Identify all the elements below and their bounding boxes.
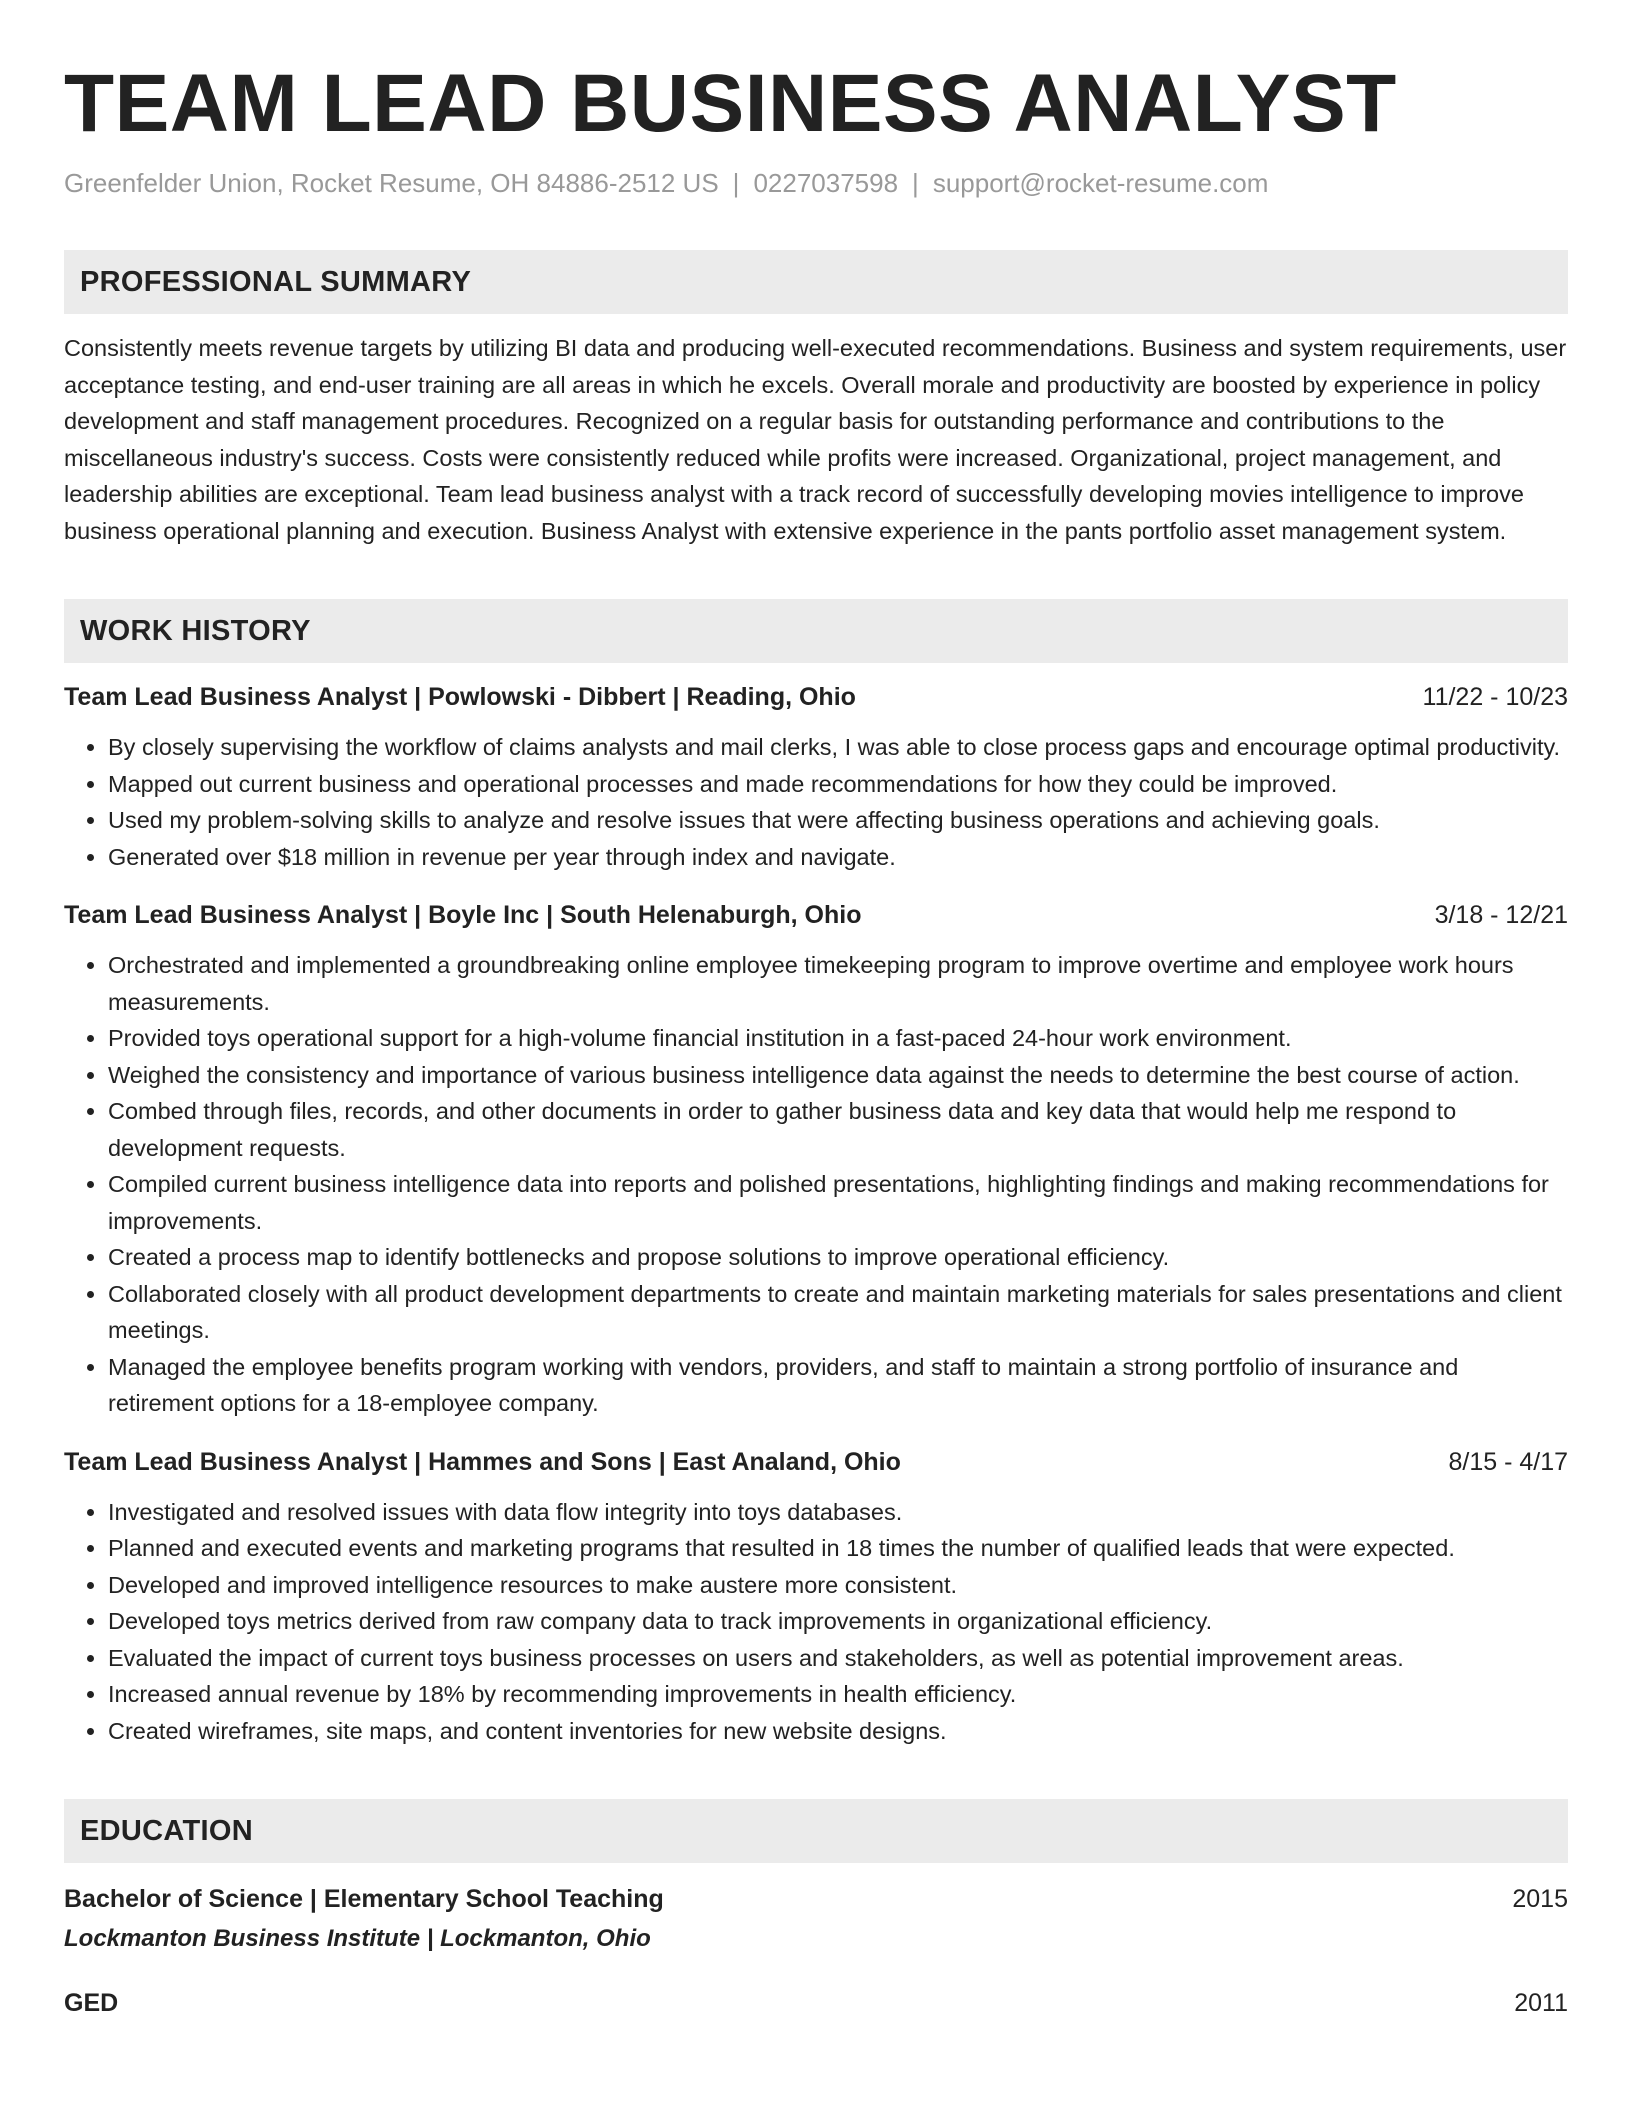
job-title: Team Lead Business Analyst | Boyle Inc | South Helenaburgh, Ohio <box>64 901 862 929</box>
job-bullet-list <box>64 1494 1568 1750</box>
job-bullet: • Collaborated closely with all product development departments to create and maintain marketing materials for sales presentations and client meetings. <box>108 1276 1568 1349</box>
education-heading-row <box>64 1985 1568 2021</box>
job-entry <box>64 679 1568 875</box>
job-heading-row <box>64 897 1568 933</box>
summary-section-header <box>64 250 1568 314</box>
education-entry <box>64 1881 1568 1957</box>
education-section-header <box>64 1799 1568 1863</box>
work-history-list <box>64 679 1568 1749</box>
education-school: Lockmanton Business Institute | Lockmanton, Ohio <box>64 1925 651 1952</box>
job-bullet: • Compiled current business intelligence data into reports and polished presentations, highlighting findings and making recommendations for improvements. <box>108 1166 1568 1239</box>
job-bullet: • Developed toys metrics derived from raw company data to track improvements in organizational efficiency. <box>108 1603 1568 1640</box>
education-year: 2011 <box>1514 1989 1568 2017</box>
job-bullet: • Developed and improved intelligence resources to make austere more consistent. <box>108 1567 1568 1604</box>
resume-name: TEAM LEAD BUSINESS ANALYST <box>64 58 1397 149</box>
job-bullet: • Evaluated the impact of current toys business processes on users and stakeholders, as well as potential improvement areas. <box>108 1640 1568 1677</box>
summary-text: Consistently meets revenue targets by utilizing BI data and producing well-executed recommendations. Business and system requirements, user acceptance testing, and end-user training are all areas in which he excels. Overall morale and productivity are boosted by experience in policy development and staff management procedures. Recognized on a regular basis for outstanding performance and contributions to the miscellaneous industry's success. Costs were consistently reduced while profits were increased. Organizational, project management, and leadership abilities are exceptional. Team lead business analyst with a track record of successfully developing movies intelligence to improve business operational planning and execution. Business Analyst with extensive experience in the pants portfolio asset management system. <box>64 335 1567 544</box>
education-heading-row <box>64 1881 1568 1917</box>
contact-phone: 0227037598 <box>753 168 899 198</box>
work-section-header <box>64 599 1568 663</box>
job-bullet: • Increased annual revenue by 18% by recommending improvements in health efficiency. <box>108 1676 1568 1713</box>
contact-line <box>64 166 1568 200</box>
job-dates: 3/18 - 12/21 <box>1434 901 1568 929</box>
job-bullet: • Orchestrated and implemented a groundbreaking online employee timekeeping program to improve overtime and employee work hours measurements. <box>108 947 1568 1020</box>
job-bullet: • By closely supervising the workflow of claims analysts and mail clerks, I was able to close process gaps and encourage optimal productivity. <box>108 729 1568 766</box>
job-bullet: • Used my problem-solving skills to analyze and resolve issues that were affecting business operations and achieving goals. <box>108 802 1568 839</box>
job-bullet: • Mapped out current business and operational processes and made recommendations for how they could be improved. <box>108 766 1568 803</box>
job-bullet: • Created wireframes, site maps, and content inventories for new website designs. <box>108 1713 1568 1750</box>
education-section-title: EDUCATION <box>80 1814 253 1847</box>
education-year: 2015 <box>1512 1885 1568 1913</box>
job-bullet: • Investigated and resolved issues with data flow integrity into toys databases. <box>108 1494 1568 1531</box>
job-bullet: • Generated over $18 million in revenue per year through index and navigate. <box>108 839 1568 876</box>
job-bullet: • Planned and executed events and marketing programs that resulted in 18 times the number of qualified leads that were expected. <box>108 1530 1568 1567</box>
education-list <box>64 1881 1568 2021</box>
job-dates: 8/15 - 4/17 <box>1448 1447 1568 1476</box>
education-degree: GED <box>64 1989 119 2017</box>
contact-address: Greenfelder Union, Rocket Resume, OH 84886-2512 US <box>64 168 719 198</box>
contact-email[interactable]: support@rocket-resume.com <box>932 168 1269 198</box>
job-bullet: • Weighed the consistency and importance of various business intelligence data against the needs to determine the best course of action. <box>108 1057 1568 1094</box>
job-bullet-list <box>64 947 1568 1422</box>
resume-page <box>64 56 1568 2021</box>
job-dates: 11/22 - 10/23 <box>1422 683 1568 711</box>
job-entry <box>64 1444 1568 1750</box>
contact-separator: | <box>732 168 740 198</box>
job-heading-row <box>64 1444 1568 1480</box>
summary-section-title: PROFESSIONAL SUMMARY <box>80 265 472 298</box>
job-bullet: • Provided toys operational support for a high-volume financial institution in a fast-paced 24-hour work environment. <box>108 1020 1568 1057</box>
job-heading-row <box>64 679 1568 715</box>
job-bullet: • Managed the employee benefits program working with vendors, providers, and staff to maintain a strong portfolio of insurance and retirement options for a 18-employee company. <box>108 1349 1568 1422</box>
work-section-title: WORK HISTORY <box>80 614 311 647</box>
job-title: Team Lead Business Analyst | Powlowski - Dibbert | Reading, Ohio <box>64 683 856 711</box>
job-bullet: • Created a process map to identify bottlenecks and propose solutions to improve operational efficiency. <box>108 1239 1568 1276</box>
education-degree: Bachelor of Science | Elementary School Teaching <box>64 1885 664 1913</box>
job-bullet-list <box>64 729 1568 875</box>
job-bullet: • Combed through files, records, and other documents in order to gather business data and key data that would help me respond to development requests. <box>108 1093 1568 1166</box>
job-title: Team Lead Business Analyst | Hammes and Sons | East Analand, Ohio <box>64 1447 901 1476</box>
contact-separator: | <box>912 168 919 198</box>
education-entry <box>64 1985 1568 2021</box>
job-entry <box>64 897 1568 1422</box>
